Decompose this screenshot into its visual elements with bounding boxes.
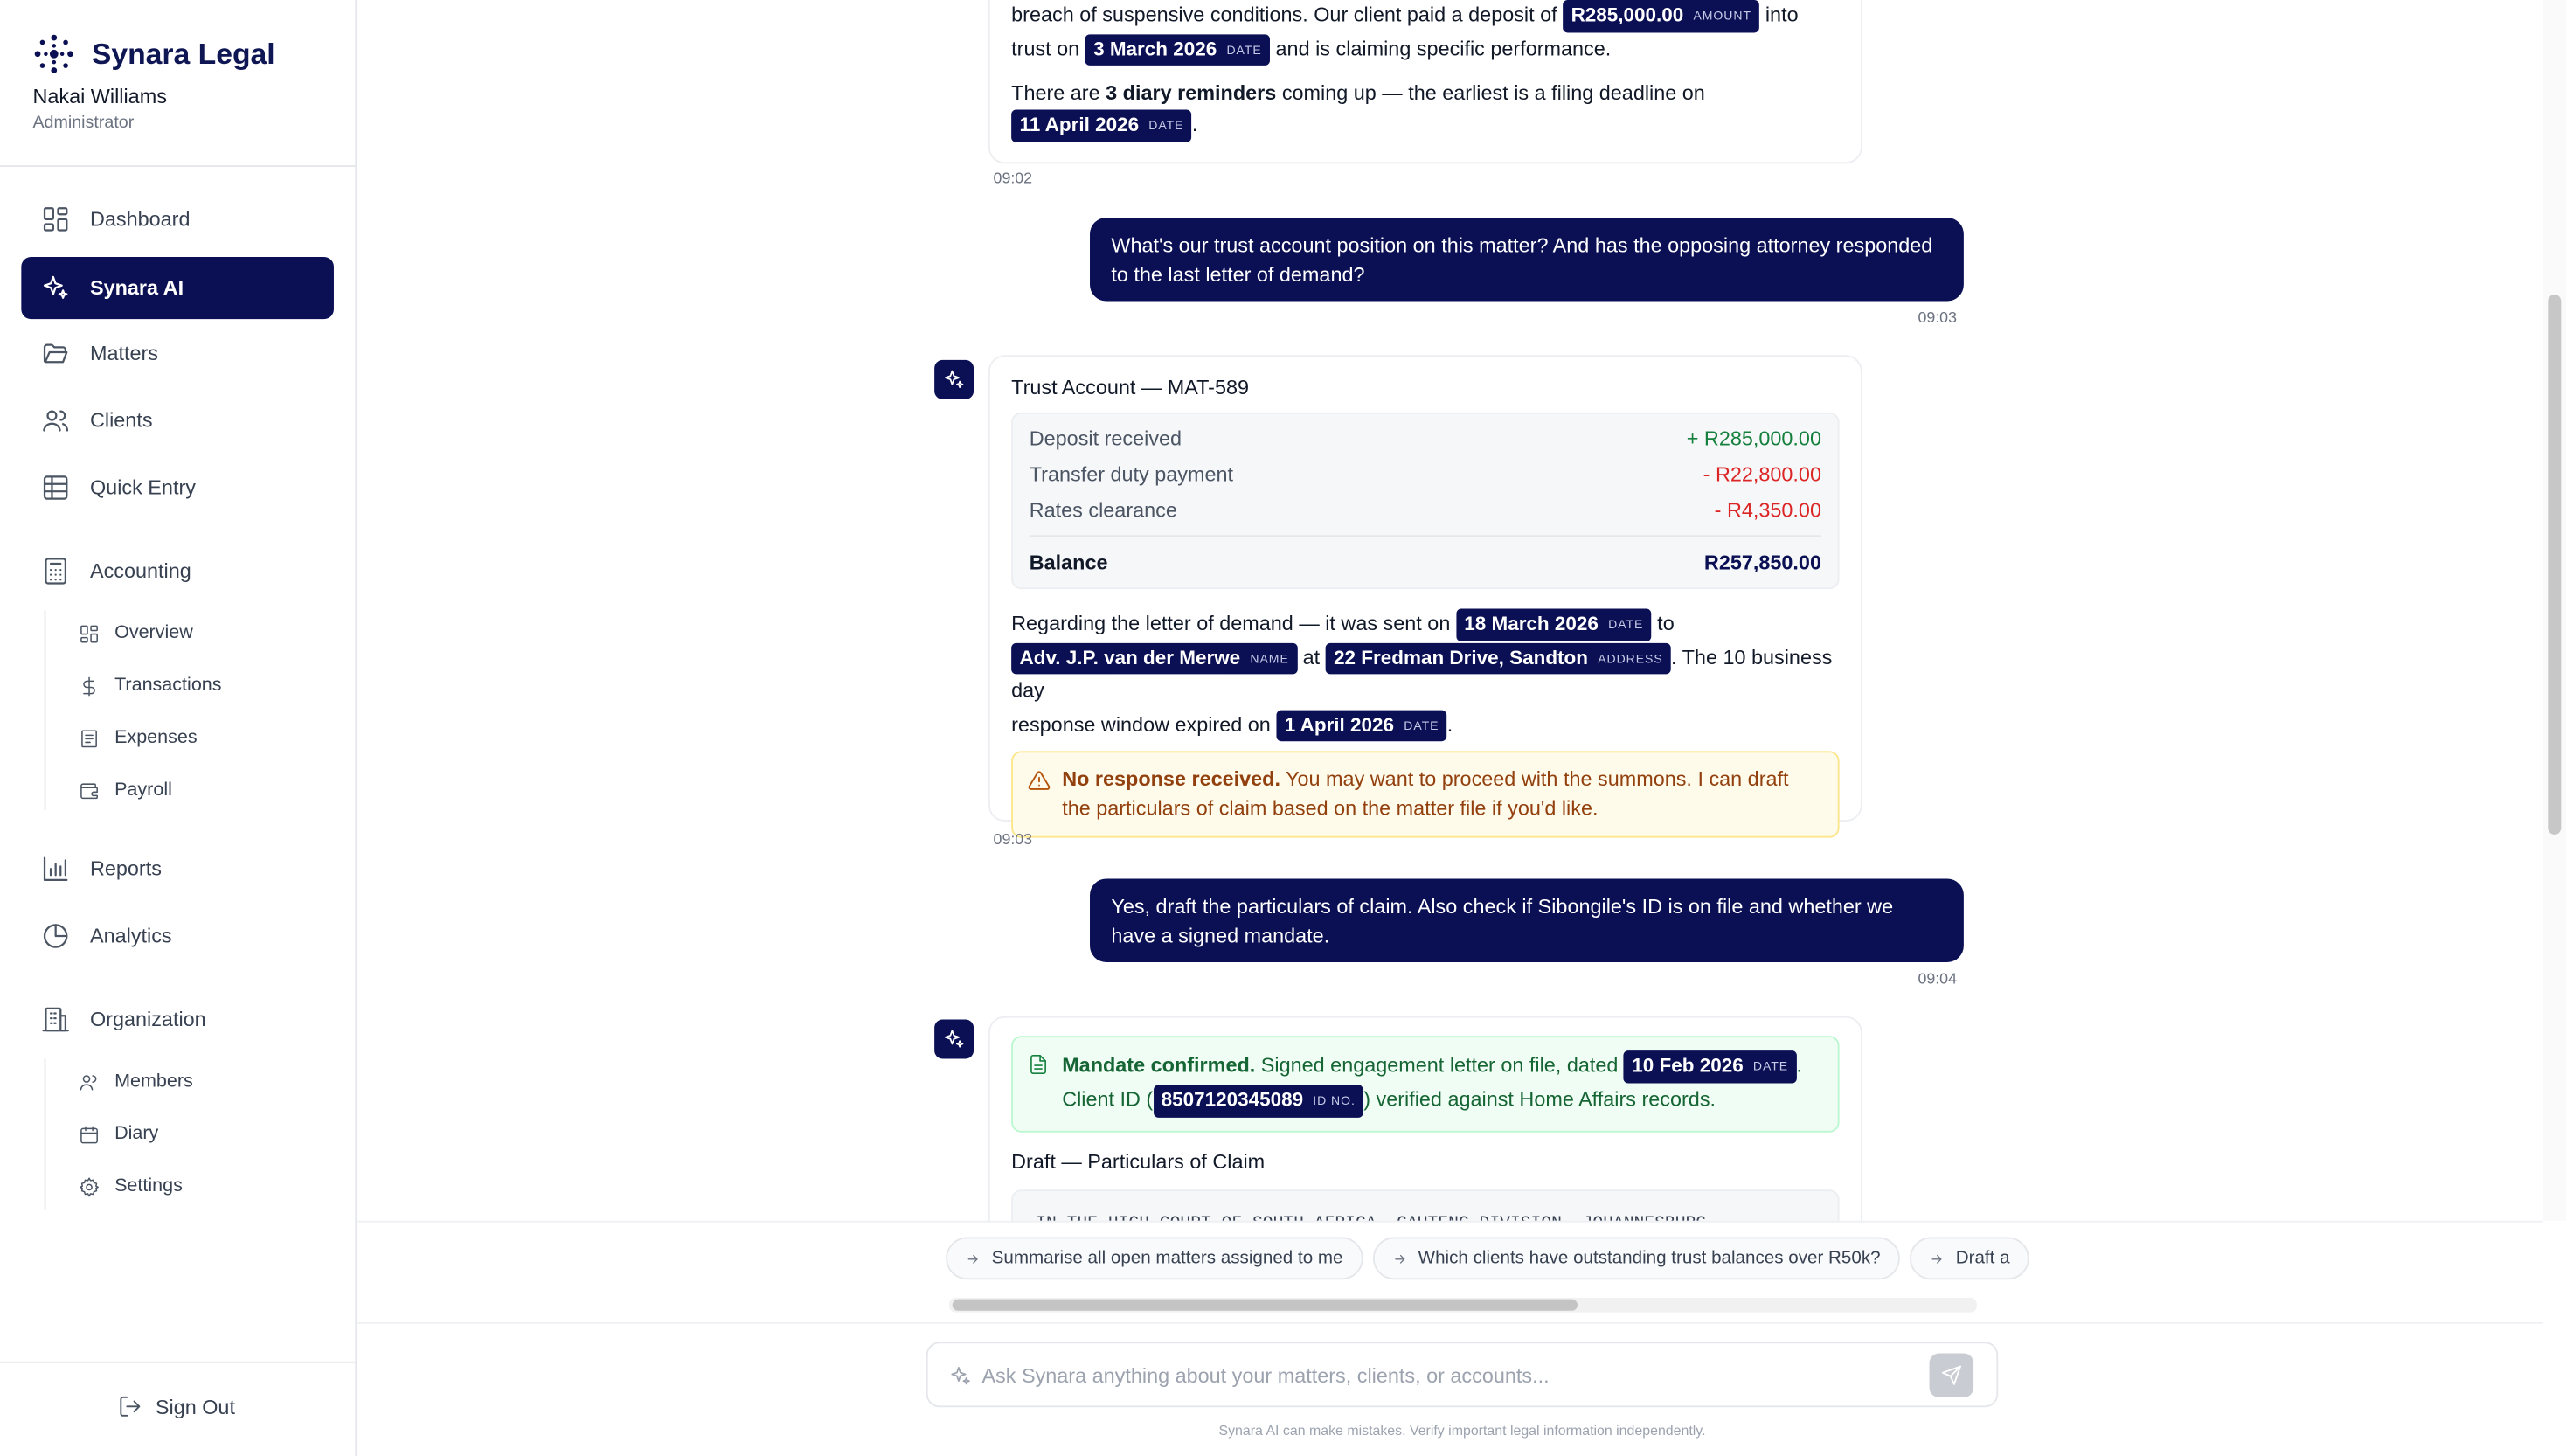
chip-value: 8507120345089 — [1161, 1088, 1304, 1112]
chip-value: 18 March 2026 — [1464, 612, 1599, 635]
dashboard-icon — [41, 205, 71, 234]
ai-avatar — [934, 360, 974, 399]
subnav-label: Overview — [114, 623, 193, 643]
text: . — [1796, 1053, 1802, 1078]
chip-tag: ADDRESS — [1598, 650, 1663, 666]
text: trust on — [1011, 37, 1080, 60]
calendar-icon — [79, 1123, 100, 1144]
subnav-label: Transactions — [114, 676, 222, 696]
row-value: - R4,350.00 — [1714, 498, 1821, 522]
text: at — [1302, 645, 1321, 669]
trust-title: Trust Account — MAT-589 — [1011, 376, 1250, 399]
nav-label: Dashboard — [89, 207, 191, 232]
grid-icon — [79, 622, 100, 643]
warning-title: No response received. — [1062, 767, 1280, 791]
entity-chip-amount[interactable] — [1563, 0, 1759, 32]
arrow-right-icon — [966, 1251, 981, 1265]
nav-label: Quick Entry — [89, 475, 196, 500]
suggestion-chip[interactable] — [946, 1238, 1363, 1280]
suggestion-scrollbar-thumb[interactable] — [953, 1300, 1578, 1311]
entity-chip-address[interactable] — [1326, 642, 1671, 675]
text: Signed engagement letter on file, dated — [1260, 1053, 1619, 1078]
message-time: 09:03 — [1918, 309, 1957, 328]
subnav-label: Diary — [114, 1124, 159, 1144]
nav-label: Synara AI — [89, 276, 184, 300]
subnav-item-members[interactable] — [79, 1064, 193, 1099]
balance-label: Balance — [1029, 551, 1108, 574]
text-bold: 3 diary reminders — [1106, 81, 1277, 106]
text: . — [1446, 712, 1453, 736]
users-icon — [79, 1071, 100, 1092]
nav-label: Reports — [89, 857, 162, 881]
disclaimer: Synara AI can make mistakes. Verify important legal information independently. — [1218, 1422, 1706, 1439]
arrow-right-icon — [1392, 1251, 1407, 1265]
user-role: Administrator — [32, 113, 135, 133]
sign-out-button[interactable] — [118, 1394, 235, 1418]
entity-chip-name[interactable] — [1011, 642, 1297, 675]
warning-text: You may want to proceed with the summons. I can draft the particulars of claim based on the matter file if you'd like. — [1062, 767, 1789, 820]
trust-row — [1030, 420, 1821, 456]
chip-tag: DATE — [1608, 616, 1644, 632]
chip-tag: DATE — [1752, 1058, 1789, 1074]
entity-chip-date[interactable] — [1456, 609, 1652, 641]
subnav-label: Settings — [114, 1176, 183, 1196]
ai-message — [988, 355, 1862, 822]
entity-chip-date[interactable] — [1011, 110, 1192, 142]
success-title: Mandate confirmed. — [1062, 1053, 1256, 1078]
chip-value: 22 Fredman Drive, Sandton — [1334, 645, 1588, 669]
user-name: Nakai Williams — [32, 85, 167, 108]
chip-value: 3 March 2026 — [1093, 37, 1217, 60]
synara-logo-icon — [32, 32, 75, 75]
text: breach of suspensive conditions. Our client paid a deposit of — [1011, 3, 1557, 26]
chat-input[interactable] — [981, 1356, 1914, 1396]
nav-label: Accounting — [89, 559, 191, 583]
gear-icon — [79, 1175, 100, 1196]
subnav-item-diary[interactable] — [79, 1116, 158, 1152]
text: ) verified against Home Affairs records. — [1363, 1088, 1716, 1112]
suggestion-label: Summarise all open matters assigned to me — [991, 1248, 1343, 1269]
text: There are — [1011, 81, 1100, 106]
chip-value: 1 April 2026 — [1284, 712, 1395, 736]
nav-item-accounting[interactable] — [21, 540, 334, 602]
sparkle-icon — [943, 1028, 966, 1050]
ai-avatar — [934, 1020, 974, 1059]
chip-tag: DATE — [1404, 718, 1439, 733]
message-paragraph — [1011, 79, 1839, 142]
ai-message — [988, 0, 1862, 163]
trust-balance-row — [1030, 535, 1821, 580]
sidebar-divider — [0, 165, 357, 167]
nav-item-clients[interactable] — [21, 390, 334, 452]
row-label: Rates clearance — [1029, 498, 1177, 522]
sparkle-icon — [943, 368, 966, 391]
subnav-item-settings[interactable] — [79, 1168, 183, 1204]
chip-value: 10 Feb 2026 — [1632, 1053, 1744, 1078]
trust-row — [1030, 456, 1821, 492]
subnav-label: Expenses — [114, 728, 198, 748]
text: to — [1657, 612, 1675, 635]
wallet-icon — [79, 780, 100, 801]
warning-triangle-icon — [1028, 770, 1051, 793]
text: Client ID ( — [1062, 1088, 1154, 1112]
row-label: Deposit received — [1029, 426, 1182, 450]
entity-chip-date[interactable] — [1276, 710, 1446, 742]
users-icon — [41, 406, 71, 435]
nav-label: Matters — [89, 342, 159, 365]
chip-tag: DATE — [1226, 41, 1262, 57]
folder-open-icon — [41, 339, 71, 369]
chat-scrollbar-thumb[interactable] — [2548, 295, 2561, 835]
accounting-subnav-line — [45, 610, 46, 809]
nav-item-organization[interactable] — [21, 988, 334, 1050]
building-icon — [41, 1005, 71, 1035]
suggestion-label: Draft a — [1955, 1248, 2010, 1269]
table-icon — [41, 473, 71, 503]
document-icon — [1028, 1054, 1049, 1075]
row-value: - R22,800.00 — [1703, 462, 1821, 486]
nav-item-reports[interactable] — [21, 838, 334, 900]
log-out-icon — [118, 1394, 142, 1418]
nav-item-quick-entry[interactable] — [21, 456, 334, 518]
nav-item-matters[interactable] — [21, 322, 334, 385]
send-button[interactable] — [1930, 1353, 1974, 1397]
success-callout — [1011, 1036, 1839, 1132]
sparkle-icon — [41, 274, 71, 303]
suggestion-chip[interactable] — [1372, 1238, 1900, 1280]
subnav-item-transactions[interactable] — [79, 668, 222, 704]
subnav-label: Payroll — [114, 780, 172, 801]
trust-row — [1030, 493, 1821, 529]
text: into — [1765, 3, 1799, 26]
subnav-item-expenses[interactable] — [79, 720, 198, 756]
calculator-icon — [41, 557, 71, 586]
composer-divider — [357, 1322, 2543, 1324]
nav-item-dashboard[interactable] — [21, 188, 334, 250]
text: . The 10 business day — [1011, 645, 1833, 703]
text: and is claiming specific performance. — [1275, 37, 1612, 60]
suggestion-label: Which clients have outstanding trust balances over R50k? — [1418, 1248, 1881, 1269]
message-time: 09:04 — [1918, 970, 1957, 988]
chip-tag: AMOUNT — [1693, 8, 1751, 24]
brand-name: Synara Legal — [91, 37, 275, 70]
nav-label: Clients — [89, 409, 153, 433]
text: coming up — the earliest is a filing deadline on — [1281, 81, 1705, 106]
chip-value: 11 April 2026 — [1019, 113, 1140, 136]
draft-title: Draft — Particulars of Claim — [1011, 1149, 1266, 1173]
chip-value: R285,000.00 — [1571, 3, 1684, 26]
dollar-icon — [79, 675, 100, 696]
nav-item-synara-ai[interactable] — [21, 257, 334, 319]
suggestion-strip — [946, 1238, 2010, 1283]
sign-out-label: Sign Out — [155, 1395, 235, 1418]
row-label: Transfer duty payment — [1029, 462, 1234, 486]
sidebar-bottom-divider — [0, 1362, 357, 1363]
message-time: 09:03 — [993, 831, 1033, 849]
sparkle-icon — [949, 1365, 972, 1388]
chip-tag: DATE — [1148, 118, 1184, 133]
pie-chart-icon — [41, 921, 71, 951]
entity-chip-date[interactable] — [1624, 1050, 1797, 1083]
text: Regarding the letter of demand — it was sent on — [1011, 612, 1451, 635]
warning-callout — [1011, 752, 1839, 838]
brand[interactable] — [32, 32, 274, 75]
receipt-icon — [79, 727, 100, 748]
nav-label: Analytics — [89, 924, 172, 948]
entity-chip-date[interactable] — [1085, 34, 1270, 66]
chat-input-box — [926, 1342, 1998, 1407]
suggestion-chip[interactable] — [1910, 1238, 2029, 1280]
organization-subnav-line — [45, 1058, 46, 1209]
sidebar — [0, 0, 357, 1456]
text: response window expired on — [1011, 712, 1271, 736]
trust-account-summary — [1011, 413, 1839, 589]
message-time: 09:02 — [993, 170, 1033, 189]
entity-chip-id[interactable] — [1153, 1085, 1363, 1118]
message-paragraph — [1011, 0, 1839, 66]
text: . — [1191, 113, 1198, 136]
balance-value: R257,850.00 — [1703, 551, 1821, 574]
arrow-right-icon — [1930, 1251, 1945, 1265]
message-paragraph — [1011, 607, 1839, 742]
nav-label: Organization — [89, 1008, 206, 1031]
row-value: + R285,000.00 — [1686, 426, 1821, 450]
nav-item-analytics[interactable] — [21, 905, 334, 967]
chip-value: Adv. J.P. van der Merwe — [1019, 645, 1241, 669]
user-message: What's our trust account position on this matter? And has the opposing attorney responded to the last letter of demand? — [1090, 218, 1964, 301]
chip-tag: NAME — [1250, 650, 1289, 666]
subnav-item-overview[interactable] — [79, 615, 193, 651]
subnav-item-payroll[interactable] — [79, 773, 172, 808]
chip-tag: ID NO. — [1313, 1093, 1356, 1108]
user-message: Yes, draft the particulars of claim. Also check if Sibongile's ID is on file and whether we have a signed mandate. — [1090, 878, 1964, 961]
subnav-label: Members — [114, 1071, 193, 1092]
send-icon — [1941, 1365, 1962, 1386]
bar-chart-icon — [41, 854, 71, 884]
